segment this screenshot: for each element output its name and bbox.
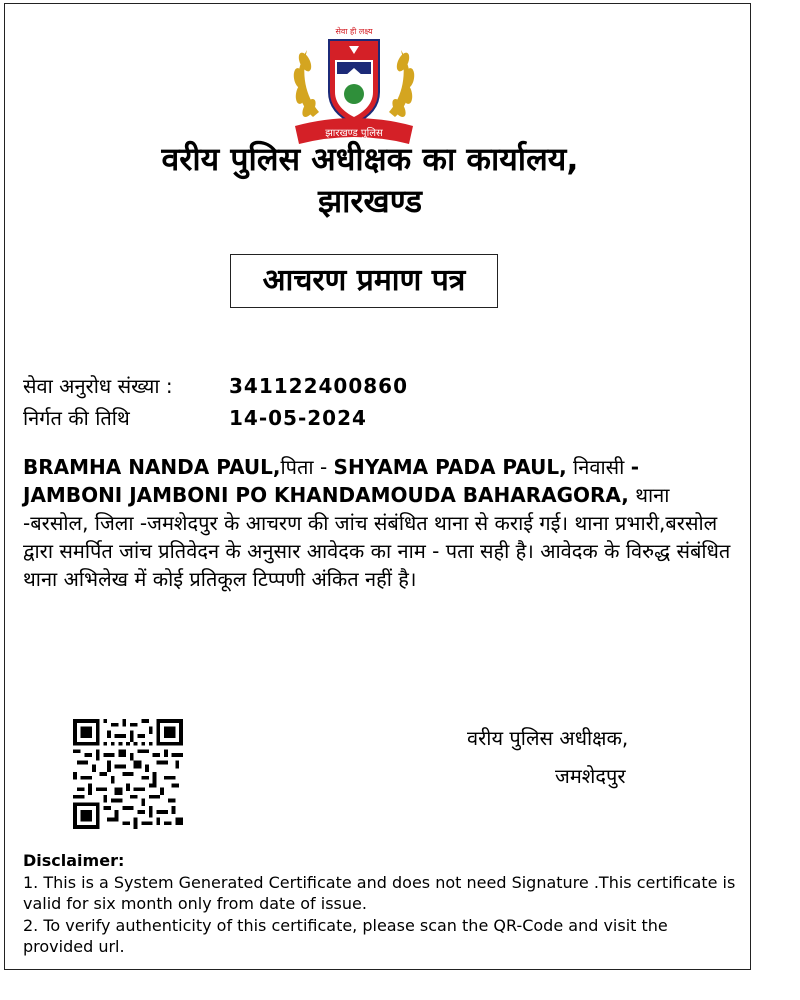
- jharkhand-police-emblem-icon: [285, 22, 423, 152]
- request-number-label: सेवा अनुरोध संख्या :: [23, 374, 173, 398]
- applicant-name: BRAMHA NANDA PAUL,: [23, 455, 281, 479]
- disclaimer-point-2: 2. To verify authenticity of this certificate, please scan the QR-Code and visit the provided url.: [23, 915, 668, 956]
- office-title-line1: वरीय पुलिस अधीक्षक का कार्यालय,: [161, 140, 579, 178]
- applicant-address: - JAMBONI JAMBONI PO KHANDAMOUDA BAHARAGORA,: [23, 455, 640, 507]
- issue-date-row: [23, 403, 367, 433]
- certificate-title: आचरण प्रमाण पत्र: [230, 254, 498, 308]
- resident-label: निवासी: [566, 455, 625, 479]
- disclaimer-heading: Disclaimer:: [23, 851, 125, 870]
- qr-code-icon[interactable]: [73, 719, 183, 829]
- certificate-body: [23, 453, 739, 593]
- disclaimer: [23, 850, 739, 958]
- issue-date-label: निर्गत की तिथि: [23, 406, 130, 430]
- request-number-row: [23, 371, 408, 401]
- body-paragraph: थाना -बरसोल, जिला -जमशेदपुर के आचरण की जांच संबंधित थाना से कराई गई। थाना प्रभारी,बरसोल द्वारा समर्पित जांच प्रतिवेदन के अनुसार आवेदक का नाम - पता सही है। आवेदक के विरुद्ध संबंधित थाना अभिलेख में कोई प्रतिकूल टिप्पणी अंकित नहीं है।: [23, 483, 731, 591]
- signatory-block: [467, 719, 628, 795]
- emblem-banner-text: झारखण्ड पुलिस: [325, 128, 383, 139]
- father-label: पिता -: [280, 455, 334, 479]
- request-number-value: 341122400860: [229, 374, 408, 398]
- signatory-title: वरीय पुलिस अधीक्षक,: [467, 726, 629, 750]
- disclaimer-point-1: 1. This is a System Generated Certificate and does not need Signature .This certificate is valid for six month only from date of issue.: [23, 872, 736, 913]
- office-title-line2: झारखण्ड: [317, 182, 423, 220]
- emblem-motto: सेवा ही लक्ष्य: [335, 27, 373, 36]
- signatory-place: जमशेदपुर: [555, 764, 626, 788]
- issue-date-value: 14-05-2024: [229, 406, 367, 430]
- father-name: SHYAMA PADA PAUL,: [333, 455, 567, 479]
- certificate-page: [4, 3, 751, 970]
